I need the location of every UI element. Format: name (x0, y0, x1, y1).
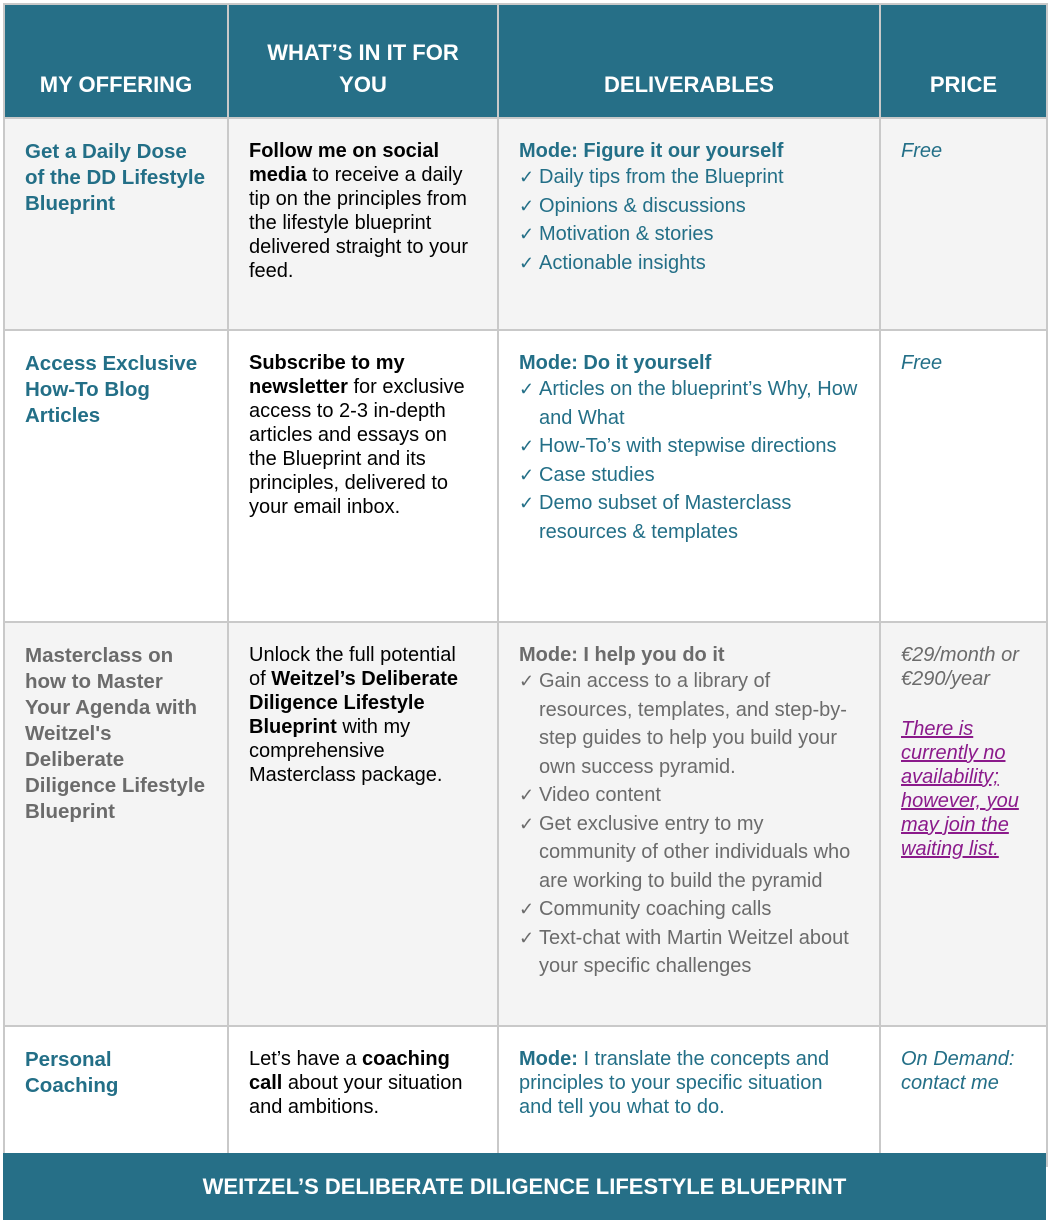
offering-title: Access Exclusive How-To Blog Articles (25, 352, 198, 427)
benefit-cell (228, 622, 498, 1026)
benefit-rest: with my comprehensive Masterclass package. (249, 716, 443, 786)
deliverable-text: Motivation & stories (539, 223, 714, 245)
checkmark-icon: ✓ (519, 785, 535, 805)
offering-title: Get a Daily Dose of the DD Lifestyle Blueprint (25, 140, 205, 215)
price-cell (880, 622, 1047, 1026)
deliverable-text: Opinions & discussions (539, 194, 746, 217)
checkmark-icon: ✓ (519, 899, 535, 919)
benefit-rest: to receive a daily tip on the principles from the lifestyle blueprint delivered straight to your feed. (249, 164, 469, 282)
header-my-offering: MY OFFERING (4, 4, 228, 118)
checkmark-icon: ✓ (519, 252, 535, 273)
price-text: Free (901, 140, 943, 162)
price-cell (880, 1026, 1047, 1166)
header-row (4, 4, 1047, 118)
deliverables-list (519, 667, 859, 981)
list-item (519, 667, 859, 781)
price-cell (880, 330, 1047, 622)
table-row (4, 118, 1047, 330)
list-item (519, 924, 859, 981)
benefit-pre: Let’s have a (249, 1048, 363, 1070)
header-whats-in-it: WHAT’S IN IT FOR YOU (228, 4, 498, 118)
deliverable-text: Daily tips from the Blueprint (539, 166, 784, 188)
table-row (4, 622, 1047, 1026)
list-item (519, 781, 859, 810)
mode-label: Mode: Figure it our yourself (519, 140, 784, 162)
offering-title: Masterclass on how to Master Your Agenda with Weitzel's Deliberate Diligence Lifestyle Blueprint (25, 644, 206, 823)
deliverables-list (519, 163, 859, 277)
deliverables-cell (498, 330, 880, 622)
mode-description: I translate the concepts and principles to your specific situation and tell you what to do. (519, 1048, 830, 1118)
list-item (519, 192, 859, 221)
benefit-bold: Subscribe to my newsletter (249, 352, 405, 398)
checkmark-icon: ✓ (519, 671, 535, 691)
header-deliverables: DELIVERABLES (498, 4, 880, 118)
list-item (519, 249, 859, 278)
waiting-list-link[interactable]: There is currently no availability; however, you may join the waiting list. (901, 718, 1019, 860)
deliverable-text: Articles on the blueprint’s Why, How and What (539, 378, 858, 429)
price-text: €29/month or €290/year (901, 644, 1019, 690)
mode-label: Mode: I help you do it (519, 644, 725, 666)
price-text: On Demand: contact me (901, 1048, 1015, 1094)
offering-cell (4, 118, 228, 330)
price-cell (880, 118, 1047, 330)
deliverable-text: Text-chat with Martin Weitzel about your specific challenges (539, 926, 849, 977)
deliverables-cell (498, 622, 880, 1026)
benefit-text (229, 623, 497, 787)
checkmark-icon: ✓ (519, 927, 535, 948)
deliverables-content (499, 1027, 879, 1119)
benefit-rest: for exclusive access to 2-3 in-depth articles and essays on the Blueprint and its principles, delivered to your email inbox. (249, 376, 465, 518)
deliverable-text: Video content (539, 784, 661, 806)
checkmark-icon: ✓ (519, 167, 535, 187)
offering-title: Personal Coaching (25, 1048, 119, 1097)
benefit-cell (228, 1026, 498, 1166)
checkmark-icon: ✓ (519, 813, 535, 834)
deliverable-text: Actionable insights (539, 251, 706, 274)
footer-banner: WEITZEL’S DELIBERATE DILIGENCE LIFESTYLE BLUEPRINT (3, 1153, 1046, 1220)
deliverables-list (519, 375, 859, 546)
checkmark-icon: ✓ (519, 464, 535, 485)
mode-label: Mode: (519, 1048, 578, 1070)
list-item (519, 461, 859, 490)
deliverable-text: Gain access to a library of resources, templates, and step-by-step guides to help you build your own success pyramid. (539, 670, 847, 778)
deliverable-text: How-To’s with stepwise directions (539, 435, 837, 457)
checkmark-icon: ✓ (519, 224, 535, 244)
checkmark-icon: ✓ (519, 436, 535, 456)
benefit-bold: Follow me on social media (249, 140, 440, 186)
list-item (519, 163, 859, 192)
list-item (519, 489, 859, 546)
offerings-table (3, 3, 1048, 1167)
deliverable-text: Case studies (539, 463, 655, 486)
list-item (519, 432, 859, 461)
deliverable-text: Community coaching calls (539, 898, 772, 920)
benefit-rest: about your situation and ambitions. (249, 1072, 463, 1118)
benefit-bold: coaching call (249, 1048, 450, 1094)
mode-label: Mode: Do it yourself (519, 352, 712, 374)
checkmark-icon: ✓ (519, 379, 535, 399)
benefit-text (229, 119, 497, 283)
deliverables-cell (498, 1026, 880, 1166)
list-item (519, 375, 859, 432)
checkmark-icon: ✓ (519, 195, 535, 216)
deliverable-text: Get exclusive entry to my community of other individuals who are working to build the pyramid (539, 812, 851, 892)
checkmark-icon: ✓ (519, 493, 535, 513)
table-row (4, 1026, 1047, 1166)
deliverables-content (499, 331, 879, 546)
benefit-cell (228, 330, 498, 622)
table-row (4, 330, 1047, 622)
deliverable-text: Demo subset of Masterclass resources & templates (539, 492, 792, 543)
deliverables-content (499, 119, 879, 277)
offering-cell (4, 622, 228, 1026)
offering-cell (4, 1026, 228, 1166)
benefit-text (229, 1027, 497, 1119)
benefit-pre: Unlock the full potential of (249, 644, 456, 690)
benefit-bold: Weitzel’s Deliberate Diligence Lifestyle Blueprint (249, 668, 458, 738)
list-item (519, 810, 859, 896)
deliverables-cell (498, 118, 880, 330)
benefit-text (229, 331, 497, 519)
price-text: Free (901, 352, 943, 374)
list-item (519, 220, 859, 249)
benefit-cell (228, 118, 498, 330)
deliverables-content (499, 623, 879, 981)
list-item (519, 895, 859, 924)
price-block (881, 623, 1046, 861)
header-price: PRICE (880, 4, 1047, 118)
offering-cell (4, 330, 228, 622)
